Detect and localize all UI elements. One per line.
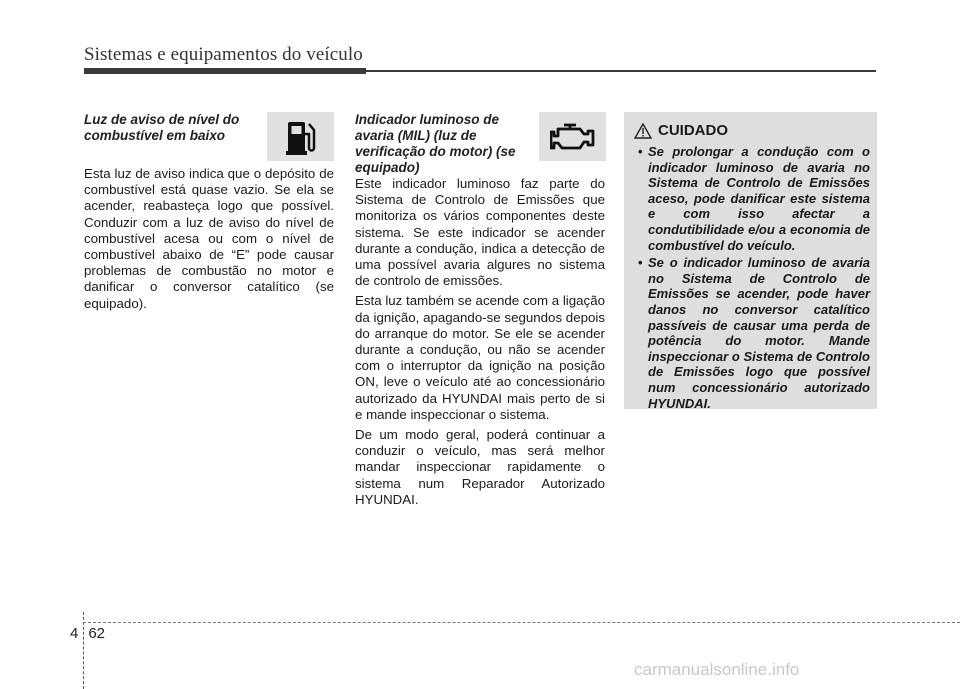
page-number xyxy=(70,625,105,642)
mil-title: Indicador luminoso de avaria (MIL) (luz de verificação do motor) (se equipado) xyxy=(355,112,516,175)
caution-title: CUIDADO xyxy=(658,122,728,139)
fuel-pump-icon xyxy=(286,118,316,156)
check-engine-icon xyxy=(550,122,596,152)
fuel-icon-box xyxy=(267,112,334,161)
page-section-number: 4 xyxy=(70,625,79,642)
caution-item-2: • Se o indicador luminoso de avaria no Sistema de Controlo de Emissões se acender, pode haver danos no conversor catalítico passíveis de causar uma perda de potência do motor. Mande inspeccionar o Sistema de Controlo de Emissões logo que possível num concessionário autorizado HYUNDAI. xyxy=(632,255,870,411)
page-number-value: 62 xyxy=(88,625,106,642)
footer-rule xyxy=(83,622,960,623)
caution-box xyxy=(624,112,877,409)
header-bar xyxy=(84,68,366,74)
watermark: carmanualsonline.info xyxy=(634,660,800,679)
footer-vertical-divider xyxy=(83,612,84,689)
mil-paragraph-2: Esta luz também se acende com a ligação da ignição, apagando-se segundos depois do arranque do motor. Se ele se acender durante a condução, ou não se acender com o interruptor da ignição na posição ON, leve o veículo até ao concessionário autorizado da HYUNDAI mais perto de si e mande inspeccionar o sistema. xyxy=(355,293,605,422)
caution-header xyxy=(634,122,728,139)
caution-item-1: • Se prolongar a condução com o indicador luminoso de avaria no Sistema de Controlo de Emissões aceso, pode danificar este sistema e com isso afectar a condutibilidade e/ou a economia de combustível do veículo. xyxy=(632,144,870,253)
page-header-title: Sistemas e equipamentos do veículo xyxy=(84,44,363,65)
header-rule xyxy=(366,70,876,72)
warning-triangle-icon xyxy=(634,123,652,139)
mil-paragraph-3: De um modo geral, poderá continuar a conduzir o veículo, mas será melhor mandar inspeccionar rapidamente o sistema num Reparador Autorizado HYUNDAI. xyxy=(355,427,605,507)
mil-section xyxy=(355,112,605,512)
engine-icon-box xyxy=(539,112,606,161)
fuel-warning-title: Luz de aviso de nível do combustível em baixo xyxy=(84,112,240,143)
fuel-warning-body: Esta luz de aviso indica que o depósito de combustível está quase vazio. Se ela se acender, reabasteça logo que possível. Conduzir com a luz de aviso do nível de combustível acesa ou com o nível de combustível abaixo de “E” pode causar problemas de combustão no motor e danificar o conversor catalítico (se equipado). xyxy=(84,166,334,311)
mil-paragraph-1: Este indicador luminoso faz parte do Sistema de Controlo de Emissões que monitoriza os vários componentes deste sistema. Se este indicador se acender durante a condução, indica a detecção de uma possível avaria algures no sistema de controlo de emissões. xyxy=(355,176,605,289)
caution-list xyxy=(632,144,870,413)
